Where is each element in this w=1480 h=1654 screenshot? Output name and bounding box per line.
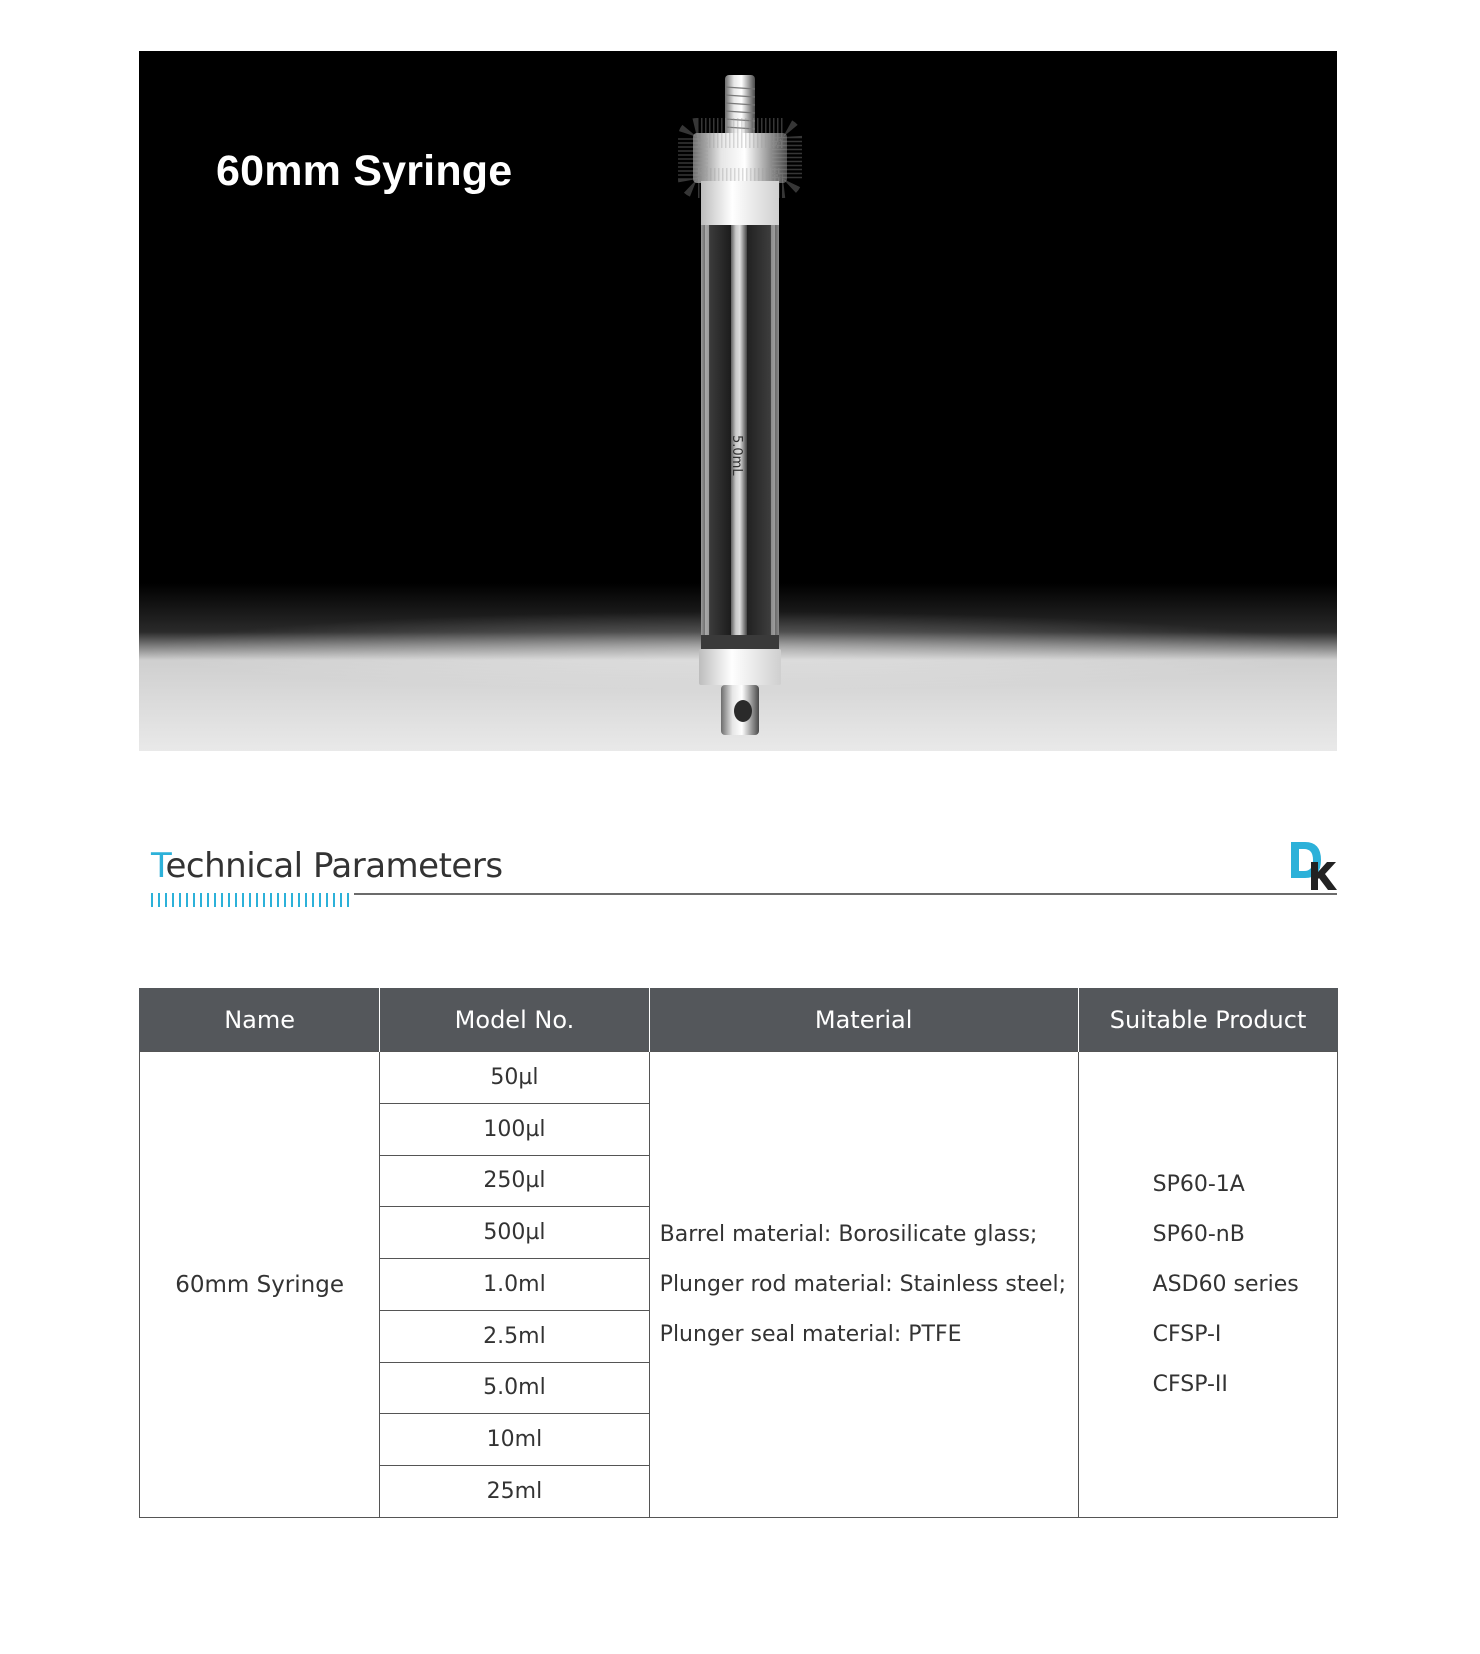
model-cell: 10ml xyxy=(380,1414,649,1466)
header-material: Material xyxy=(649,988,1078,1052)
product-name-cell: 60mm Syringe xyxy=(140,1052,380,1518)
hero-image xyxy=(139,51,1337,751)
table-row xyxy=(140,1052,1338,1104)
header-suitable-product: Suitable Product xyxy=(1078,988,1337,1052)
section-title xyxy=(151,846,503,886)
section-title-rest: echnical Parameters xyxy=(165,846,503,886)
model-cell: 1.0ml xyxy=(380,1259,649,1311)
model-cell: 500µl xyxy=(380,1207,649,1259)
suitable-product-item: ASD60 series xyxy=(1152,1271,1299,1297)
model-cell: 100µl xyxy=(380,1103,649,1155)
spec-table xyxy=(139,988,1338,1518)
model-cell: 5.0ml xyxy=(380,1362,649,1414)
model-cell: 25ml xyxy=(380,1466,649,1518)
suitable-product-item: SP60-1A xyxy=(1152,1171,1245,1197)
material-line: Barrel material: Borosilicate glass; xyxy=(659,1221,1038,1247)
material-line: Plunger rod material: Stainless steel; xyxy=(659,1271,1067,1297)
lower-seal xyxy=(699,649,781,685)
suitable-product-cell xyxy=(1078,1052,1337,1518)
model-cell: 250µl xyxy=(380,1155,649,1207)
syringe-illustration xyxy=(675,75,805,751)
suitable-product-item: CFSP-II xyxy=(1152,1371,1228,1397)
suitable-product-item: SP60-nB xyxy=(1152,1221,1245,1247)
section-divider xyxy=(354,893,1337,895)
material-line: Plunger seal material: PTFE xyxy=(659,1321,962,1347)
suitable-product-item: CFSP-I xyxy=(1152,1321,1222,1347)
model-cell: 2.5ml xyxy=(380,1310,649,1362)
section-title-initial: T xyxy=(151,846,166,886)
section-title-underline-ticks xyxy=(151,893,351,907)
hero-title: 60mm Syringe xyxy=(216,147,513,195)
model-cell: 50µl xyxy=(380,1052,649,1104)
header-name: Name xyxy=(140,988,380,1052)
material-cell xyxy=(649,1052,1078,1518)
barrel-marking: 5.0mL xyxy=(729,435,744,476)
table-header-row xyxy=(140,988,1338,1052)
dk-logo xyxy=(1289,840,1339,892)
header-model: Model No. xyxy=(380,988,649,1052)
upper-seal xyxy=(701,181,779,225)
